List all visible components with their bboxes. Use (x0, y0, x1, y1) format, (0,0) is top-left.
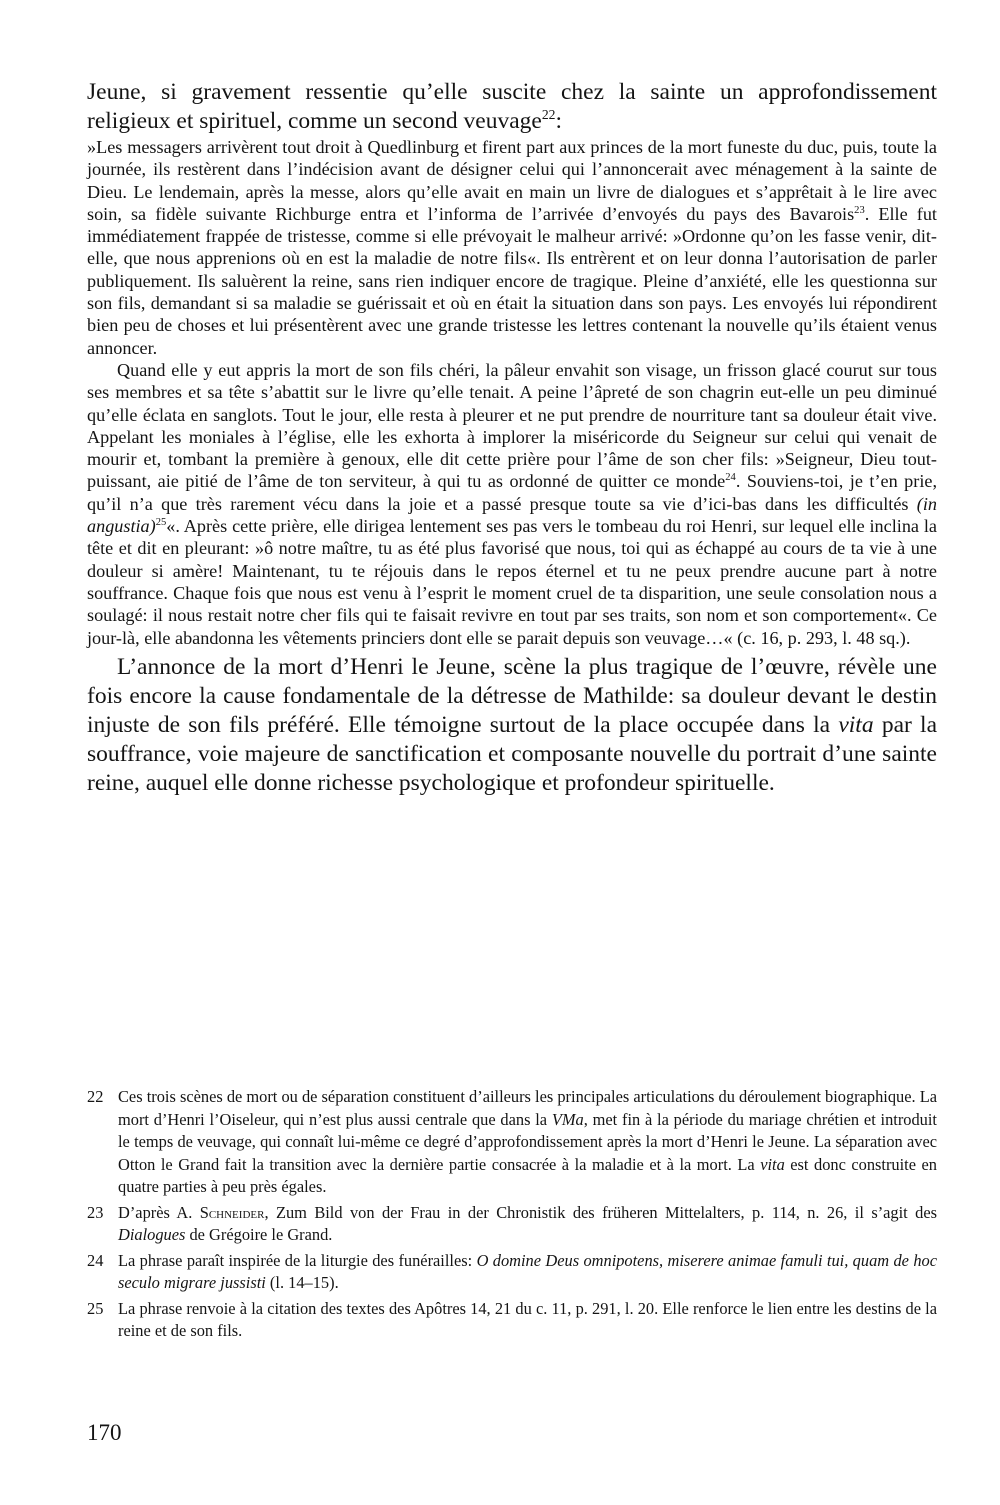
footnote-number: 23 (87, 1202, 104, 1222)
footnote-text: de Grégoire le Grand. (185, 1225, 333, 1244)
lead-tail: : (555, 108, 562, 134)
italic-term: vita (760, 1154, 785, 1174)
footnote-text: , met fin à la période du mariage chrétien et introduit le temps de veuvage, qui connaît lui-même ce degré d’approfondissement après la mort d’Henri le Jeune. La séparation avec Otton le Grand fait la transition avec la dernière partie consacrée à la maladie et à la mort. La (118, 1109, 937, 1174)
footnote-text: La phrase renvoie à la citation des textes des Apôtres 14, 21 du c. 11, p. 291, l. 20. Elle renforce le lien entre les destins de la reine et de son fils. (118, 1298, 937, 1340)
footnote-number: 22 (87, 1087, 104, 1106)
lead-paragraph (87, 78, 937, 136)
footnote-22 (87, 1086, 937, 1199)
footnote-text: Ces trois scènes de mort ou de séparation constituent d’ailleurs les principales articulations du déroulement biographique. La mort d’Henri l’Oiseleur, qui n’est plus aussi centrale que dans la (118, 1087, 937, 1129)
lead-text: Jeune, si gravement ressentie qu’elle suscite chez la sainte un approfondissement religieux et spirituel, comme un second veuvage (87, 79, 937, 134)
quote-paragraph-1 (87, 136, 937, 359)
footnote-ref-22[interactable]: 22 (541, 107, 556, 123)
conclusion-text: L’annonce de la mort d’Henri le Jeune, scène la plus tragique de l’œuvre, révèle une fois encore la cause fondamentale de la détresse de Mathilde: sa douleur devant le destin injuste de son fils préféré. Elle témoigne surtout de la place occupée dans la (87, 653, 937, 738)
quote-text: »Les messagers arrivèrent tout droit à Quedlinburg et firent part aux princes de la mort funeste du duc, puis, toute la journée, ils restèrent dans l’indécision avant de désigner celui qui l’annoncerait avec ménagement à la sainte de Dieu. Le lendemain, après la messe, alors qu’elle avait en main un livre de dialogues et s’apprêtait à le lire avec soin, sa fidèle suivante Richburge entra et l’informa de l’arrivée d’envoyés du pays des Bavarois (87, 137, 937, 224)
footnote-ref-23[interactable]: 23 (854, 204, 865, 216)
quote-text: . Souviens-toi, je t’en prie, qu’il n’a que très rarement vécu dans la joie et a passé presque toute sa vie d’ici-bas dans les difficultés (87, 471, 937, 514)
footnote-24 (87, 1250, 937, 1295)
footnotes (87, 1086, 937, 1346)
quote-paragraph-2 (87, 359, 937, 649)
footnote-ref-24[interactable]: 24 (725, 472, 736, 484)
footnote-ref-25[interactable]: 25 (155, 516, 167, 528)
author-name: Schneider (199, 1202, 265, 1222)
block-quote (87, 136, 937, 649)
conclusion-text: par la souffrance, voie majeure de sanctification et composante nouvelle du portrait d’une sainte reine, auquel elle donne richesse psychologique et profondeur spirituelle. (87, 711, 938, 796)
page-body (87, 78, 937, 798)
italic-term: Dialogues (118, 1225, 186, 1244)
footnote-text: (l. 14–15). (265, 1273, 339, 1292)
quote-text: «. Après cette prière, elle dirigea lentement ses pas vers le tombeau du roi Henri, sur lequel elle inclina la tête et dit en pleurant: »ô notre maître, tu as été plus favorisé que nous, toi qui as échappé au cours de ta vie à une douleur si amère! Maintenant, tu te réjouis dans le repos éternel et tu ne peux prendre aucune part à notre souffrance. Chaque fois que nous est venu à l’esprit le moment cruel de ta disparition, une seule consolation nous a soulagé: il nous restait notre cher fils qui te faisait revivre en tout par ses traits, son nom et son comportement«. Ce jour-là, elle abandonna les vêtements princiers dont elle se parait depuis son veuvage…« (c. 16, p. 293, l. 48 sq.). (87, 516, 937, 648)
footnote-text: D’après A. (118, 1202, 200, 1222)
quote-text: . Elle fut immédiatement frappée de tristesse, comme si elle prévoyait le malheur arrivé: »Ordonne qu’on les fasse venir, dit-elle, que nous apprenions où en est la maladie de notre fils«. Ils entrèrent et on leur donna l’autorisation de parler publiquement. Ils saluèrent la reine, sans rien indiquer encore de tragique. Pleine d’anxiété, elle les questionna sur son fils, demandant si sa maladie se guérissait et où en était la situation dans son pays. Les envoyés lui répondirent bien peu de choses et lui présentèrent avec une grande tristesse les lettres contenant la nouvelle qu’ils étaient venus annoncer. (87, 203, 937, 358)
footnote-number: 24 (87, 1250, 104, 1270)
footnote-text: , Zum Bild von der Frau in der Chronistik des früheren Mittelalters, p. 114, n. 26, il s’agit des (264, 1202, 937, 1222)
latin-phrase: O domine Deus omnipotens, miserere animae famuli tui, quam de hoc seculo migrare jussisti (118, 1250, 937, 1292)
footnote-number: 25 (87, 1298, 104, 1318)
italic-term: vita (838, 711, 874, 738)
footnote-23 (87, 1202, 937, 1247)
italic-term: VMa (551, 1109, 584, 1129)
footnote-text: La phrase paraît inspirée de la liturgie des funérailles: (118, 1250, 477, 1270)
footnote-text: est donc construite en quatre parties à peu près égales. (118, 1154, 937, 1196)
footnote-25 (87, 1298, 937, 1343)
quote-text: Quand elle y eut appris la mort de son fils chéri, la pâleur envahit son visage, un frisson glacé courut sur tous ses membres et sa tête s’abattit sur le livre qu’elle tenait. A peine l’âpreté de son chagrin eut-elle un peu diminué qu’elle éclata en sanglots. Tout le jour, elle resta à pleurer et ne put prendre de nourriture tant sa douleur était vive. Appelant les moniales à l’église, elle les exhorta à implorer la miséricorde du Seigneur sur celui qui venait de mourir et, tombant la première à genoux, elle dit cette prière pour l’âme de son cher fils: »Seigneur, Dieu tout-puissant, aie pitié de l’âme de ton serviteur, à qui tu as ordonné de quitter ce monde (87, 359, 937, 492)
conclusion-paragraph (87, 653, 937, 798)
page-number: 170 (87, 1420, 122, 1445)
latin-phrase: (in angustia) (87, 493, 937, 537)
